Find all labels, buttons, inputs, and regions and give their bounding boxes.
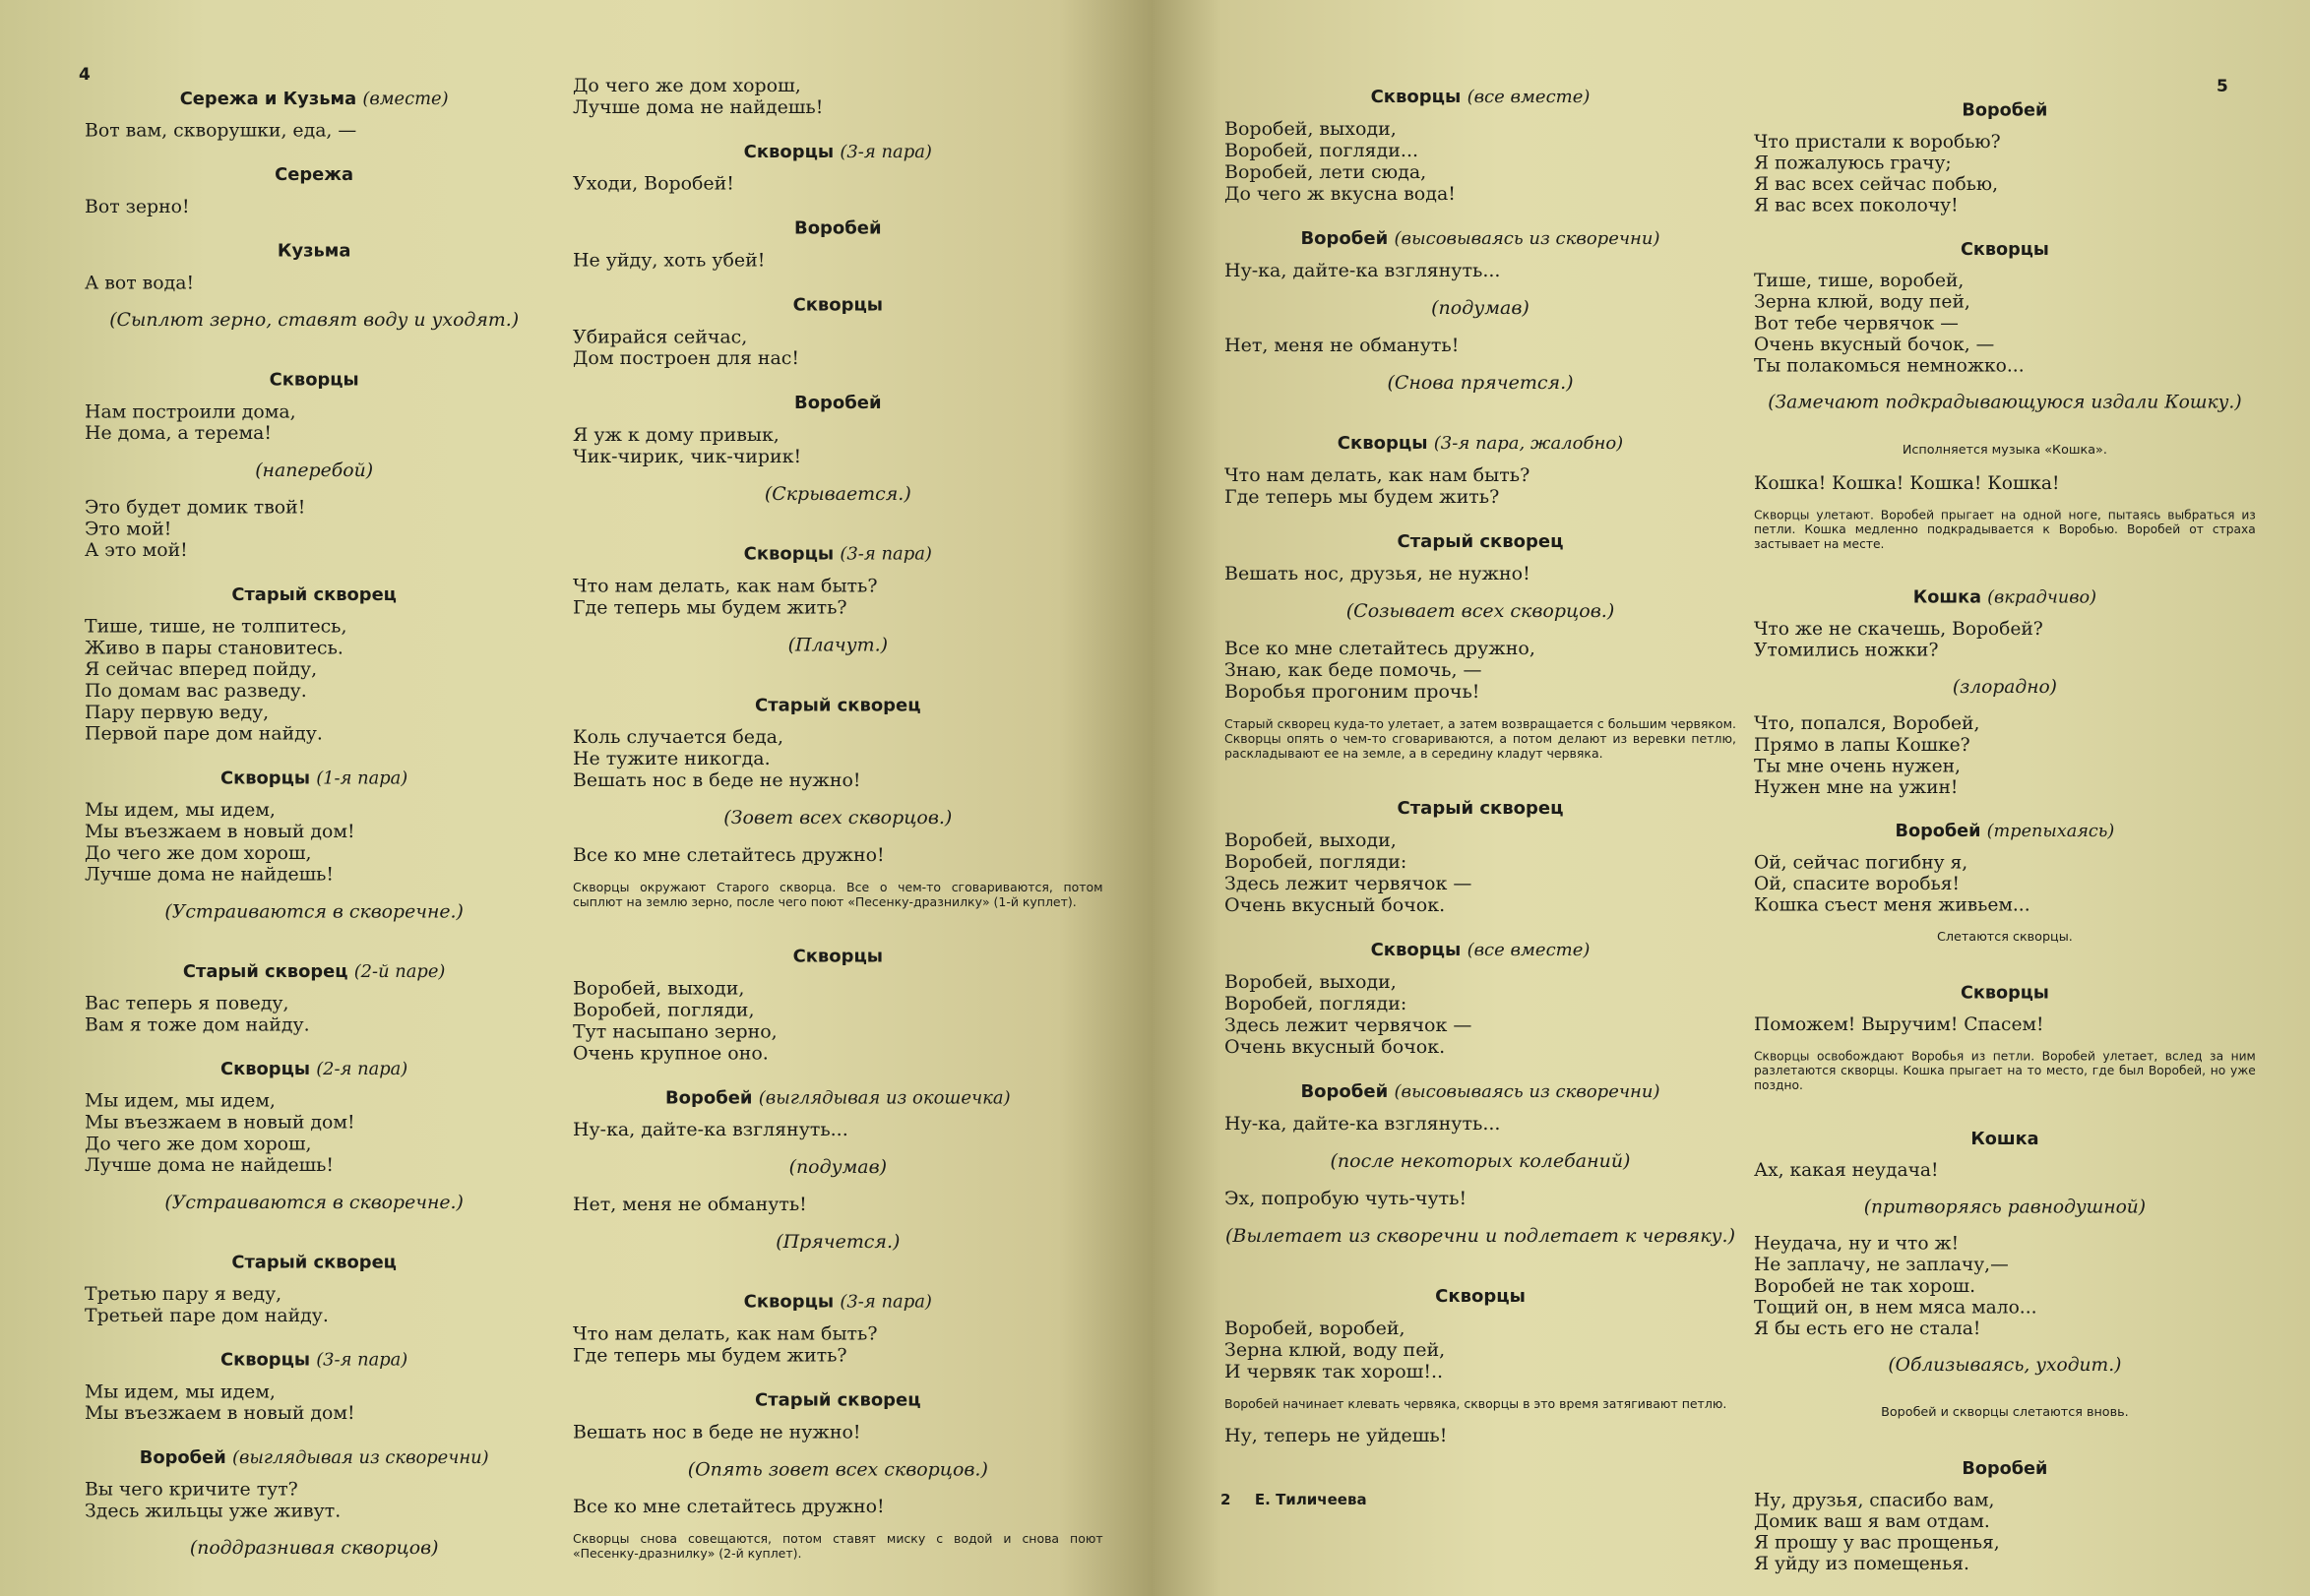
speaker-label: Скворцы bbox=[792, 294, 884, 316]
verse-line: Ах, какая неудача! bbox=[1754, 1159, 1939, 1182]
speaker-name bbox=[1224, 529, 1736, 555]
speaker-label: Скворцы bbox=[743, 543, 835, 565]
left-column-2 bbox=[573, 75, 1103, 1574]
speaker-name bbox=[1754, 819, 2256, 843]
verse-line: Ну, друзья, спасибо вам, bbox=[1754, 1489, 1995, 1511]
speaker-remark: (высовываясь из скворечни) bbox=[1394, 228, 1660, 249]
verse-line: Убирайся сейчас, bbox=[573, 326, 748, 348]
verse-line: Мы въезжаем в новый дом! bbox=[85, 1402, 355, 1425]
verse-line: Все ко мне слетайтесь дружно! bbox=[573, 843, 885, 866]
speaker-label: Скворцы bbox=[220, 1059, 310, 1079]
verse-line: А это мой! bbox=[85, 539, 188, 562]
speaker-label: Скворцы bbox=[743, 1291, 835, 1313]
verse-line: Где теперь мы будем жить? bbox=[573, 596, 847, 619]
speaker-name bbox=[85, 1445, 543, 1471]
verse-line: Здесь лежит червячок — bbox=[1224, 1014, 1472, 1036]
speaker-name bbox=[573, 945, 1103, 970]
speaker-name bbox=[85, 1348, 543, 1374]
stage-direction: (Зовет всех скворцов.) bbox=[723, 807, 953, 829]
verse-line: Мы идем, мы идем, bbox=[85, 799, 276, 822]
verse-line: Воробей, погляди, bbox=[573, 999, 755, 1021]
verse-line: Вот зерно! bbox=[85, 196, 190, 217]
speaker-name bbox=[573, 542, 1103, 568]
speaker-label: Скворцы bbox=[1960, 983, 2049, 1004]
verse-line: Первой паре дом найду. bbox=[85, 722, 323, 745]
signature-mark: 2 bbox=[1220, 1491, 1231, 1508]
speaker-name bbox=[85, 959, 543, 985]
stage-direction: (наперебой) bbox=[255, 459, 374, 481]
verse-line: Ну-ка, дайте-ка взглянуть... bbox=[1224, 1113, 1501, 1135]
speaker-name bbox=[1224, 1284, 1736, 1310]
speaker-name bbox=[1224, 796, 1736, 822]
verse-line: Я вас всех поколочу! bbox=[1754, 195, 1959, 216]
stage-direction: (Вылетает из скворечни и подлетает к червяку.) bbox=[1224, 1225, 1736, 1247]
verse-line: Уходи, Воробей! bbox=[573, 172, 734, 195]
verse-line: Здесь жильцы уже живут. bbox=[85, 1500, 342, 1522]
speaker-remark: (3-я пара) bbox=[840, 1291, 932, 1313]
speaker-label: Воробей bbox=[1962, 1458, 2048, 1479]
speaker-remark: (3-я пара) bbox=[840, 543, 932, 565]
speaker-remark: (выглядывая из окошечка) bbox=[758, 1087, 1011, 1109]
verse-line: Где теперь мы будем жить? bbox=[1224, 486, 1500, 508]
verse-line: Здесь лежит червячок — bbox=[1224, 873, 1472, 894]
speaker-label: Скворцы bbox=[220, 1349, 310, 1371]
speaker-label: Старый скворец bbox=[231, 1252, 397, 1273]
speaker-label: Скворцы bbox=[1435, 1286, 1526, 1307]
verse-line: Коль случается беда, bbox=[573, 726, 784, 749]
verse-line: Воробей не так хорош. bbox=[1754, 1275, 1976, 1297]
verse-line: Лучше дома не найдешь! bbox=[85, 863, 335, 886]
speaker-label: Скворцы bbox=[1960, 239, 2049, 260]
stage-direction: (Плачут.) bbox=[787, 634, 889, 656]
speaker-name bbox=[1224, 226, 1736, 252]
verse-line: Что нам делать, как нам быть? bbox=[573, 1322, 878, 1345]
stage-direction: (Облизываясь, уходит.) bbox=[1888, 1354, 2122, 1377]
stage-note: Старый скворец куда-то улетает, а затем возвращается с большим червяком. Скворцы опять о чем-то сговариваются, а потом делают из веревки петлю, раскладывают ее на земле, а в середину кладут червяка. bbox=[1224, 716, 1736, 761]
verse-line: Воробей, выходи, bbox=[1224, 118, 1397, 140]
speaker-label: Старый скворец bbox=[1397, 531, 1564, 552]
verse-line: Неудача, ну и что ж! bbox=[1754, 1232, 1960, 1255]
stage-note: Скворцы окружают Старого скворца. Все о чем-то сговариваются, потом сыплют на землю зерно, после чего поют «Песенку-дразнилку» (1-й куплет). bbox=[573, 879, 1103, 909]
verse-line: Это мой! bbox=[85, 518, 172, 540]
stage-note: Скворцы снова совещаются, потом ставят миску с водой и снова поют «Песенку-дразнилку» (2-й куплет). bbox=[573, 1531, 1103, 1562]
verse-line: Что нам делать, как нам быть? bbox=[573, 575, 878, 597]
speaker-label: Старый скворец bbox=[182, 960, 348, 982]
speaker-name bbox=[85, 1057, 543, 1082]
left-column-1 bbox=[85, 87, 543, 1574]
speaker-remark: (2-й паре) bbox=[353, 960, 446, 982]
verse-line: Не тужите никогда. bbox=[573, 748, 771, 770]
verse-line: Воробей, выходи, bbox=[1224, 829, 1397, 851]
speaker-remark: (выглядывая из скворечни) bbox=[231, 1446, 489, 1468]
verse-line: Воробей, лети сюда, bbox=[1224, 161, 1427, 183]
right-page bbox=[1152, 0, 2310, 1596]
speaker-remark: (высовываясь из скворечни) bbox=[1394, 1081, 1660, 1102]
speaker-name bbox=[573, 140, 1103, 165]
verse-line: Эх, попробую чуть-чуть! bbox=[1224, 1188, 1467, 1209]
stage-note: Воробей начинает клевать червяка, скворцы в это время затягивают петлю. bbox=[1224, 1396, 1727, 1411]
verse-line: Мы въезжаем в новый дом! bbox=[85, 821, 355, 842]
verse-line: Тощий он, в нем мяса мало... bbox=[1754, 1296, 2037, 1319]
speaker-name bbox=[573, 292, 1103, 318]
verse-line: Что, попался, Воробей, bbox=[1754, 712, 1980, 735]
speaker-label: Скворцы bbox=[1370, 87, 1462, 107]
speaker-remark: (вкрадчиво) bbox=[1987, 587, 2096, 608]
speaker-label: Кошка bbox=[1912, 587, 1981, 608]
speaker-name bbox=[1224, 431, 1736, 457]
verse-line: Зерна клюй, воду пей, bbox=[1224, 1339, 1446, 1361]
verse-line: Где теперь мы будем жить? bbox=[573, 1344, 847, 1367]
verse-line: Вот вам, скворушки, еда, — bbox=[85, 119, 357, 142]
speaker-label: Скворцы bbox=[220, 767, 310, 789]
speaker-name bbox=[85, 583, 543, 608]
stage-direction: (притворяясь равнодушной) bbox=[1863, 1196, 2147, 1218]
verse-line: До чего ж вкусна вода! bbox=[1224, 183, 1456, 205]
stage-direction: (Сыплют зерно, ставят воду и уходят.) bbox=[109, 309, 520, 332]
verse-line: Лучше дома не найдешь! bbox=[85, 1154, 335, 1177]
speaker-label: Скворцы bbox=[792, 946, 884, 967]
verse-line: Тише, тише, не толпитесь, bbox=[85, 615, 347, 638]
verse-line: Лучше дома не найдешь! bbox=[573, 95, 824, 118]
stage-direction: (поддразнивая скворцов) bbox=[189, 1537, 439, 1560]
verse-line: Тише, тише, воробей, bbox=[1754, 270, 1965, 292]
stage-note: Исполняется музыка «Кошка». bbox=[1902, 443, 2107, 458]
stage-direction: (подумав) bbox=[1431, 297, 1530, 319]
verse-line: Ой, спасите воробья! bbox=[1754, 873, 1961, 894]
stage-direction: (Снова прячется.) bbox=[1387, 372, 1574, 394]
stage-direction: (Скрывается.) bbox=[764, 482, 911, 505]
stage-direction: (злорадно) bbox=[1952, 676, 2057, 698]
speaker-name bbox=[85, 239, 543, 265]
speaker-label: Воробей bbox=[794, 393, 882, 414]
stage-note: Скворцы освобождают Воробья из петли. Воробей улетает, вслед за ним разлетаются скворцы. Кошка прыгает на то место, где был Воробей, но уже поздно. bbox=[1754, 1048, 2256, 1092]
speaker-name bbox=[85, 162, 543, 188]
speaker-label: Старый скворец bbox=[755, 695, 921, 716]
speaker-label: Кузьма bbox=[277, 240, 351, 262]
verse-line: Мы идем, мы идем, bbox=[85, 1381, 276, 1403]
verse-line: Вешать нос в беде не нужно! bbox=[573, 1421, 861, 1443]
footer-author: Е. Тиличеева bbox=[1254, 1491, 1367, 1508]
speaker-name bbox=[85, 87, 543, 112]
stage-note: Слетаются скворцы. bbox=[1936, 930, 2073, 945]
verse-line: Ты мне очень нужен, bbox=[1754, 755, 1961, 777]
stage-direction: (после некоторых колебаний) bbox=[1330, 1150, 1631, 1172]
stage-direction: (Замечают подкрадывающуюся издали Кошку.) bbox=[1768, 392, 2242, 413]
speaker-label: Скворцы bbox=[1370, 940, 1462, 960]
verse-line: До чего же дом хорош, bbox=[573, 75, 801, 96]
speaker-name bbox=[1224, 938, 1736, 963]
verse-line: Вас теперь я поведу, bbox=[85, 992, 289, 1014]
verse-line: Я пожалуюсь грачу; bbox=[1754, 152, 1952, 174]
speaker-name bbox=[1754, 98, 2256, 123]
speaker-label: Воробей bbox=[664, 1087, 753, 1109]
speaker-name bbox=[85, 368, 543, 394]
verse-line: Очень вкусный бочок, — bbox=[1754, 334, 1995, 355]
verse-line: Ой, сейчас погибну я, bbox=[1754, 851, 1968, 874]
speaker-remark: (3-я пара) bbox=[840, 141, 932, 162]
verse-line: Воробей, выходи, bbox=[573, 977, 745, 1000]
verse-line: До чего же дом хорош, bbox=[85, 1133, 312, 1155]
speaker-label: Сережа и Кузьма bbox=[179, 88, 357, 109]
speaker-label: Воробей bbox=[1300, 1081, 1389, 1102]
verse-line: Вешать нос, друзья, не нужно! bbox=[1224, 563, 1530, 584]
verse-line: Мы идем, мы идем, bbox=[85, 1089, 276, 1112]
stage-note: Воробей и скворцы слетаются вновь. bbox=[1881, 1405, 2129, 1421]
speaker-label: Скворцы bbox=[269, 369, 359, 391]
verse-line: Вам я тоже дом найду. bbox=[85, 1013, 310, 1036]
verse-line: Вешать нос в беде не нужно! bbox=[573, 769, 861, 792]
stage-note: Скворцы улетают. Воробей прыгает на одной ноге, пытаясь выбраться из петли. Кошка медленно подкрадывается к Воробью. Воробей от страха застывает на месте. bbox=[1754, 507, 2256, 551]
right-column-1 bbox=[1224, 85, 1736, 1446]
speaker-label: Скворцы bbox=[743, 141, 835, 162]
stage-direction: (Устраиваются в скворечне.) bbox=[164, 1192, 464, 1213]
verse-line: Чик-чирик, чик-чирик! bbox=[573, 446, 802, 467]
speaker-label: Воробей bbox=[1895, 821, 1981, 841]
speaker-name bbox=[1754, 1456, 2256, 1481]
speaker-name bbox=[1224, 85, 1736, 110]
speaker-label: Воробей bbox=[139, 1446, 226, 1468]
speaker-label: Воробей bbox=[1300, 228, 1389, 249]
page-number-right: 5 bbox=[2216, 77, 2228, 96]
speaker-label: Скворцы bbox=[1337, 433, 1428, 454]
speaker-name bbox=[573, 1085, 1103, 1111]
speaker-label: Старый скворец bbox=[755, 1389, 921, 1411]
verse-line: Пару первую веду, bbox=[85, 702, 270, 723]
speaker-name bbox=[573, 216, 1103, 242]
verse-line: И червяк так хорош!.. bbox=[1224, 1361, 1444, 1382]
verse-line: Вы чего кричите тут? bbox=[85, 1478, 298, 1501]
speaker-remark: (2-я пара) bbox=[316, 1059, 408, 1079]
speaker-name bbox=[573, 1388, 1103, 1414]
speaker-remark: (3-я пара) bbox=[316, 1349, 408, 1371]
verse-line: Вот тебе червячок — bbox=[1754, 312, 1959, 335]
verse-line: Ну-ка, дайте-ка взглянуть... bbox=[1224, 260, 1501, 281]
verse-line: Я сейчас вперед пойду, bbox=[85, 658, 318, 681]
speaker-name bbox=[1754, 981, 2256, 1006]
verse-line: Третью пару я веду, bbox=[85, 1283, 282, 1306]
verse-line: Нужен мне на ужин! bbox=[1754, 776, 1959, 798]
speaker-remark: (трепыхаясь) bbox=[1986, 821, 2115, 841]
verse-line: Нам построили дома, bbox=[85, 400, 296, 423]
page-footer bbox=[1220, 1491, 1367, 1508]
stage-direction: (Прячется.) bbox=[776, 1230, 901, 1253]
verse-line: Ну, теперь не уйдешь! bbox=[1224, 1425, 1448, 1446]
verse-line: Кошка съест меня живьем... bbox=[1754, 893, 2030, 916]
verse-line: Я уйду из помещенья. bbox=[1754, 1553, 1969, 1575]
verse-line: До чего же дом хорош, bbox=[85, 841, 312, 864]
verse-line: Дом построен для нас! bbox=[573, 347, 799, 370]
speaker-label: Кошка bbox=[1970, 1129, 2039, 1149]
speaker-remark: (вместе) bbox=[362, 88, 449, 109]
verse-line: Очень вкусный бочок. bbox=[1224, 1036, 1446, 1058]
speaker-remark: (все вместе) bbox=[1467, 87, 1591, 107]
speaker-name bbox=[1754, 237, 2256, 262]
verse-line: Все ко мне слетайтесь дружно! bbox=[573, 1496, 885, 1518]
verse-line: Очень вкусный бочок. bbox=[1224, 894, 1446, 916]
verse-line: Очень крупное оно. bbox=[573, 1042, 769, 1065]
verse-line: Не дома, а терема! bbox=[85, 422, 272, 445]
verse-line: Тут насыпано зерно, bbox=[573, 1020, 778, 1043]
verse-line: Воробей, погляди: bbox=[1224, 993, 1407, 1014]
left-page bbox=[0, 0, 1152, 1596]
speaker-name bbox=[1754, 1127, 2256, 1151]
verse-line: Утомились ножки? bbox=[1754, 640, 1939, 661]
stage-direction: (Опять зовет всех скворцов.) bbox=[687, 1458, 988, 1481]
verse-line: Это будет домик твой! bbox=[85, 496, 306, 519]
stage-direction: (Созывает всех скворцов.) bbox=[1345, 600, 1615, 622]
stage-direction: (подумав) bbox=[788, 1156, 888, 1179]
verse-line: Я прошу у вас прощенья, bbox=[1754, 1531, 2000, 1554]
verse-line: Зерна клюй, воду пей, bbox=[1754, 291, 1970, 313]
verse-line: Воробей, погляди: bbox=[1224, 851, 1407, 873]
speaker-label: Сережа bbox=[275, 164, 354, 186]
verse-line: Не заплачу, не заплачу,— bbox=[1754, 1254, 2009, 1276]
verse-line: Нет, меня не обмануть! bbox=[573, 1194, 807, 1215]
verse-line: Все ко мне слетайтесь дружно, bbox=[1224, 638, 1535, 659]
stage-direction: (Устраиваются в скворечне.) bbox=[164, 900, 464, 923]
verse-line: Домик ваш я вам отдам. bbox=[1754, 1510, 1990, 1532]
verse-line: Прямо в лапы Кошке? bbox=[1754, 734, 1970, 756]
verse-line: Не уйду, хоть убей! bbox=[573, 249, 766, 272]
verse-line: По домам вас разведу. bbox=[85, 680, 307, 703]
speaker-remark: (3-я пара, жалобно) bbox=[1433, 433, 1624, 454]
verse-line: Что нам делать, как нам быть? bbox=[1224, 464, 1530, 486]
verse-line: Ты полакомься немножко... bbox=[1754, 354, 2025, 377]
verse-line: Знаю, как беде помочь, — bbox=[1224, 659, 1482, 681]
verse-line: Воробей, выходи, bbox=[1224, 971, 1397, 993]
speaker-label: Воробей bbox=[1962, 99, 2048, 121]
speaker-name bbox=[85, 1251, 543, 1276]
verse-line: А вот вода! bbox=[85, 272, 195, 294]
verse-line: Я бы есть его не стала! bbox=[1754, 1318, 1981, 1339]
verse-line: Я вас всех сейчас побью, bbox=[1754, 173, 1999, 196]
verse-line: Нет, меня не обмануть! bbox=[1224, 335, 1460, 356]
speaker-name bbox=[1224, 1079, 1736, 1105]
speaker-name bbox=[573, 1290, 1103, 1316]
speaker-remark: (все вместе) bbox=[1467, 940, 1591, 960]
right-column-2 bbox=[1754, 98, 2256, 1574]
verse-line: Что же не скачешь, Воробей? bbox=[1754, 618, 2043, 641]
speaker-name bbox=[573, 693, 1103, 718]
speaker-label: Воробей bbox=[794, 217, 882, 239]
verse-line: Живо в пары становитесь. bbox=[85, 637, 343, 659]
speaker-name bbox=[85, 767, 543, 792]
verse-line: Третьей паре дом найду. bbox=[85, 1305, 329, 1326]
verse-line: Мы въезжаем в новый дом! bbox=[85, 1111, 355, 1134]
speaker-remark: (1-я пара) bbox=[316, 767, 408, 789]
speaker-label: Старый скворец bbox=[231, 583, 397, 605]
speaker-name bbox=[573, 391, 1103, 416]
verse-line: Кошка! Кошка! Кошка! Кошка! bbox=[1754, 472, 2060, 494]
verse-line: Воробья прогоним прочь! bbox=[1224, 681, 1480, 703]
speaker-label: Старый скворец bbox=[1397, 798, 1564, 819]
speaker-name bbox=[1754, 585, 2256, 610]
verse-line: Поможем! Выручим! Спасем! bbox=[1754, 1013, 2044, 1035]
page-number-left: 4 bbox=[79, 65, 91, 85]
verse-line: Воробей, погляди... bbox=[1224, 140, 1419, 161]
verse-line: Что пристали к воробью? bbox=[1754, 131, 2001, 153]
verse-line: Я уж к дому привык, bbox=[573, 424, 780, 447]
verse-line: Ну-ка, дайте-ка взглянуть... bbox=[573, 1119, 848, 1141]
verse-line: Воробей, воробей, bbox=[1224, 1318, 1405, 1339]
